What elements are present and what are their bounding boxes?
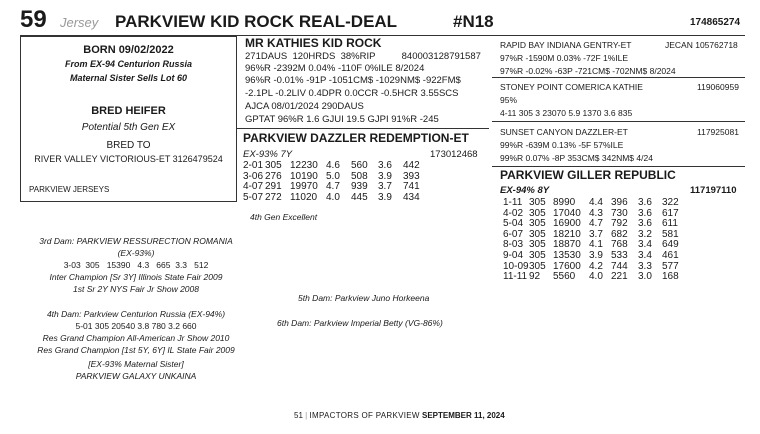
dam-dam-record-cell: 3.7 (589, 228, 603, 240)
dam-note: 4th Gen Excellent (250, 212, 318, 222)
dam-record-cell: 3-06 (243, 170, 264, 182)
dam-dam-record-cell: 168 (662, 271, 679, 283)
dam-dam-record-cell: 3.6 (638, 197, 652, 208)
third-dam-line-2: (EX-93%) (117, 248, 155, 258)
dam-reg: 173012468 (430, 149, 478, 160)
dam-dam-record-cell: 3.2 (638, 228, 652, 240)
dam-record-cell: 560 (351, 160, 368, 171)
dam-dam-record-cell: 11-11 (503, 271, 528, 283)
dam-record-cell: 393 (403, 170, 420, 182)
dam-dam-record-cell: 533 (611, 249, 628, 261)
dam-records-table (243, 161, 423, 203)
sire-dam-line-1: 95% (500, 95, 518, 105)
catalog-title: IMPACTORS OF PARKVIEW (309, 411, 420, 420)
dam-record-cell: 2-01 (243, 160, 264, 171)
dam-dam-record-cell: 744 (611, 260, 628, 272)
dam-dam-record-cell: 1-11 (503, 197, 523, 208)
potential-gen: Potential 5th Gen EX (81, 122, 176, 133)
dam-dam-record-row (503, 272, 682, 283)
sire-line-2: 96%R -2392M 0.04% -110F 0%ILE 8/2024 (245, 63, 425, 74)
dam-dam-record-cell: 8-03 (503, 239, 524, 251)
fourth-dam-record: 5-01 305 20540 3.8 780 3.2 660 (75, 321, 197, 331)
sire-line-3: 96%R -0.01% -91P -1051CM$ -1029NM$ -922FM$ (245, 75, 461, 86)
dam-record-cell: 4-07 (243, 181, 264, 193)
dam-record-cell: 276 (265, 170, 282, 182)
sex-status: BRED HEIFER (91, 105, 166, 117)
dam-name: PARKVIEW DAZZLER REDEMPTION-ET (243, 131, 469, 145)
dam-dam-record-cell: 768 (611, 239, 628, 251)
dam-dam-record-row (503, 198, 682, 209)
dam-dam-record-cell: 3.6 (638, 207, 652, 219)
dam-record-cell: 3.6 (378, 160, 392, 171)
dam-sire-underline (492, 166, 745, 167)
dam-record-cell: 19970 (290, 181, 318, 193)
dam-dam-record-cell: 221 (611, 271, 628, 283)
sire-dam-reg: 119060959 (697, 82, 739, 92)
sire-name: MR KATHIES KID ROCK (245, 36, 382, 50)
dam-sire-line-1: 99%R -639M 0.13% -5F 57%ILE (500, 140, 624, 150)
dam-dam-record-cell: 18210 (553, 228, 581, 240)
dam-dam-classification: EX-94% 8Y (500, 185, 550, 196)
dam-dam-record-cell: 10-09 (503, 260, 529, 272)
dam-record-cell: 434 (403, 191, 420, 203)
third-dam-honor-1: Inter Champion [Sr 3Y] Illinois State Fair 2009 (49, 272, 223, 282)
dam-record-cell: 5-07 (243, 191, 264, 203)
dam-record-cell: 4.0 (326, 191, 340, 203)
dam-dam-record-cell: 3.3 (638, 260, 652, 272)
dam-record-cell: 12230 (290, 160, 318, 171)
dam-dam-record-cell: 3.6 (638, 218, 652, 230)
dam-dam-record-cell: 5560 (553, 271, 576, 283)
dam-dam-record-cell: 3.4 (638, 239, 652, 251)
dam-dam-record-cell: 4.2 (589, 260, 603, 272)
dam-dam-record-cell: 3.4 (638, 249, 652, 261)
sire-sire-line-2: 97%R -0.02% -63P -721CM$ -702NM$ 8/2024 (500, 66, 676, 76)
breed-label: Jersey (60, 15, 99, 30)
sire-line-1: 271DAUS 120HRDS 38%RIP 840003128791587 (245, 51, 481, 62)
dam-record-cell: 291 (265, 181, 282, 193)
third-dam-honor-2: 1st Sr 2Y NYS Fair Jr Show 2008 (73, 284, 199, 294)
dam-dam-record-cell: 577 (662, 260, 679, 272)
dam-dam-record-cell: 3.0 (638, 271, 652, 283)
sire-sire-line-1: 97%R -1590M 0.03% -72F 1%ILE (500, 53, 629, 63)
maternal-sister: Maternal Sister Sells Lot 60 (69, 73, 188, 83)
dam-dam-record-cell: 461 (662, 249, 679, 261)
dam-sire-reg: 117925081 (697, 127, 739, 137)
dam-dam-records-table (503, 198, 682, 283)
dam-dam-record-cell: 305 (529, 207, 546, 219)
dam-dam-record-cell: 396 (611, 197, 628, 208)
sire-line-5: AJCA 08/01/2024 290DAUS (245, 101, 364, 112)
sire-dam-line-2: 4-11 305 3 23070 5.9 1370 3.6 835 (500, 108, 633, 118)
sire-sire-underline (492, 77, 745, 78)
maternal-sister-note: [EX-93% Maternal Sister] (88, 359, 184, 369)
dam-dam-record-cell: 322 (662, 197, 679, 208)
dam-sire-name: SUNSET CANYON DAZZLER-ET (500, 127, 628, 137)
sire-line-6: GPTAT 96%R 1.6 GJUI 19.5 GJPI 91%R -245 (245, 114, 439, 125)
dam-dam-record-cell: 4.3 (589, 207, 603, 219)
dam-dam-record-cell: 4.7 (589, 218, 603, 230)
dam-record-cell: 4.6 (326, 160, 340, 171)
dam-dam-record-cell: 8990 (553, 197, 576, 208)
sire-line-4: -2.1PL -0.2LIV 0.4DPR 0.0CCR -0.5HCR 3.55SCS (245, 88, 459, 99)
dam-dam-record-cell: 4.1 (589, 239, 603, 251)
dam-dam-record-row (503, 251, 682, 262)
dam-record-row (243, 161, 423, 172)
dam-record-cell: 3.7 (378, 181, 392, 193)
dam-dam-record-cell: 305 (529, 218, 546, 230)
animal-name: PARKVIEW KID ROCK REAL-DEAL (115, 12, 398, 31)
dam-dam-record-cell: 16900 (553, 218, 581, 230)
fifth-dam: 5th Dam: Parkview Juno Horkeena (298, 293, 430, 303)
page-number: 51 (294, 411, 303, 420)
sire-dam-name: STONEY POINT COMERICA KATHIE (500, 82, 643, 92)
dam-dam-record-cell: 305 (529, 249, 546, 261)
dam-record-cell: 4.7 (326, 181, 340, 193)
lot-number: 59 (20, 6, 47, 33)
dam-classification: EX-93% 7Y (243, 149, 293, 160)
dam-record-cell: 442 (403, 160, 420, 171)
dam-sire-line-2: 99%R 0.07% -8P 353CM$ 342NM$ 4/24 (500, 153, 653, 163)
tag-number: #N18 (453, 12, 494, 31)
third-dam-record: 3-03 305 15390 4.3 665 3.3 512 (63, 260, 209, 270)
maternal-sister-name: PARKVIEW GALAXY UNKAINA (75, 371, 197, 381)
registration-number: 174865274 (690, 17, 741, 28)
service-sire: RIVER VALLEY VICTORIOUS-ET 3126479524 (34, 154, 223, 164)
dam-dam-record-cell: 3.9 (589, 249, 603, 261)
third-dam-line-1: 3rd Dam: PARKVIEW RESSURECTION ROMANIA (39, 236, 233, 246)
fourth-dam-honor-1: Res Grand Champion All-American Jr Show 2010 (42, 333, 230, 343)
dam-dam-record-cell: 17600 (553, 260, 581, 272)
dam-dam-record-cell: 92 (529, 271, 541, 283)
dam-record-cell: 5.0 (326, 170, 340, 182)
dam-record-cell: 741 (403, 181, 420, 193)
dam-record-cell: 11020 (290, 191, 318, 203)
dam-dam-record-cell: 305 (529, 260, 546, 272)
from-dam: From EX-94 Centurion Russia (64, 59, 193, 69)
sire-dam-underline (492, 121, 745, 122)
dam-dam-record-cell: 305 (529, 228, 546, 240)
dam-dam-record-cell: 6-07 (503, 228, 524, 240)
dam-dam-record-cell: 17040 (553, 207, 581, 219)
dam-dam-record-cell: 305 (529, 239, 546, 251)
sire-sire-name: RAPID BAY INDIANA GENTRY-ET (500, 40, 632, 50)
dam-dam-name: PARKVIEW GILLER REPUBLIC (500, 168, 676, 182)
sire-underline (237, 128, 489, 129)
fourth-dam-line-1: 4th Dam: Parkview Centurion Russia (EX-94%) (46, 309, 226, 319)
sire-sire-id: JECAN 105762718 (665, 40, 738, 50)
dam-dam-record-cell: 5-04 (503, 218, 524, 230)
dam-dam-record-cell: 682 (611, 228, 628, 240)
dam-record-cell: 10190 (290, 170, 318, 182)
dam-dam-record-cell: 305 (529, 197, 546, 208)
footer-separator: | (305, 411, 308, 420)
dam-record-row (243, 193, 423, 204)
dam-record-cell: 3.9 (378, 191, 392, 203)
dam-dam-record-cell: 4-02 (503, 207, 524, 219)
dam-dam-record-cell: 617 (662, 207, 679, 219)
sale-date: SEPTEMBER 11, 2024 (422, 411, 505, 420)
dam-record-cell: 939 (351, 181, 368, 193)
dam-dam-record-cell: 13530 (553, 249, 581, 261)
footer (294, 411, 505, 420)
dam-record-cell: 272 (265, 191, 282, 203)
dam-dam-record-cell: 611 (662, 218, 678, 230)
dam-dam-record-cell: 4.4 (589, 197, 603, 208)
dam-dam-record-cell: 649 (662, 239, 679, 251)
fourth-dam-honor-2: Res Grand Champion [1st 5Y, 6Y] IL State Fair 2009 (37, 345, 235, 355)
dam-dam-record-cell: 730 (611, 207, 628, 219)
dam-record-cell: 3.9 (378, 170, 392, 182)
dam-dam-record-cell: 4.0 (589, 271, 603, 283)
dam-record-cell: 305 (265, 160, 282, 171)
dam-dam-record-cell: 18870 (553, 239, 581, 251)
dam-record-cell: 445 (351, 191, 368, 203)
consignor: PARKVIEW JERSEYS (29, 185, 110, 194)
dam-record-cell: 508 (351, 170, 368, 182)
born-date: BORN 09/02/2022 (83, 44, 174, 56)
sixth-dam: 6th Dam: Parkview Imperial Betty (VG-86%) (277, 318, 443, 328)
bred-to-label: BRED TO (106, 140, 151, 151)
dam-dam-record-cell: 9-04 (503, 249, 524, 261)
dam-dam-reg: 117197110 (690, 185, 737, 196)
dam-dam-record-cell: 581 (662, 228, 679, 240)
dam-dam-record-cell: 792 (611, 218, 628, 230)
